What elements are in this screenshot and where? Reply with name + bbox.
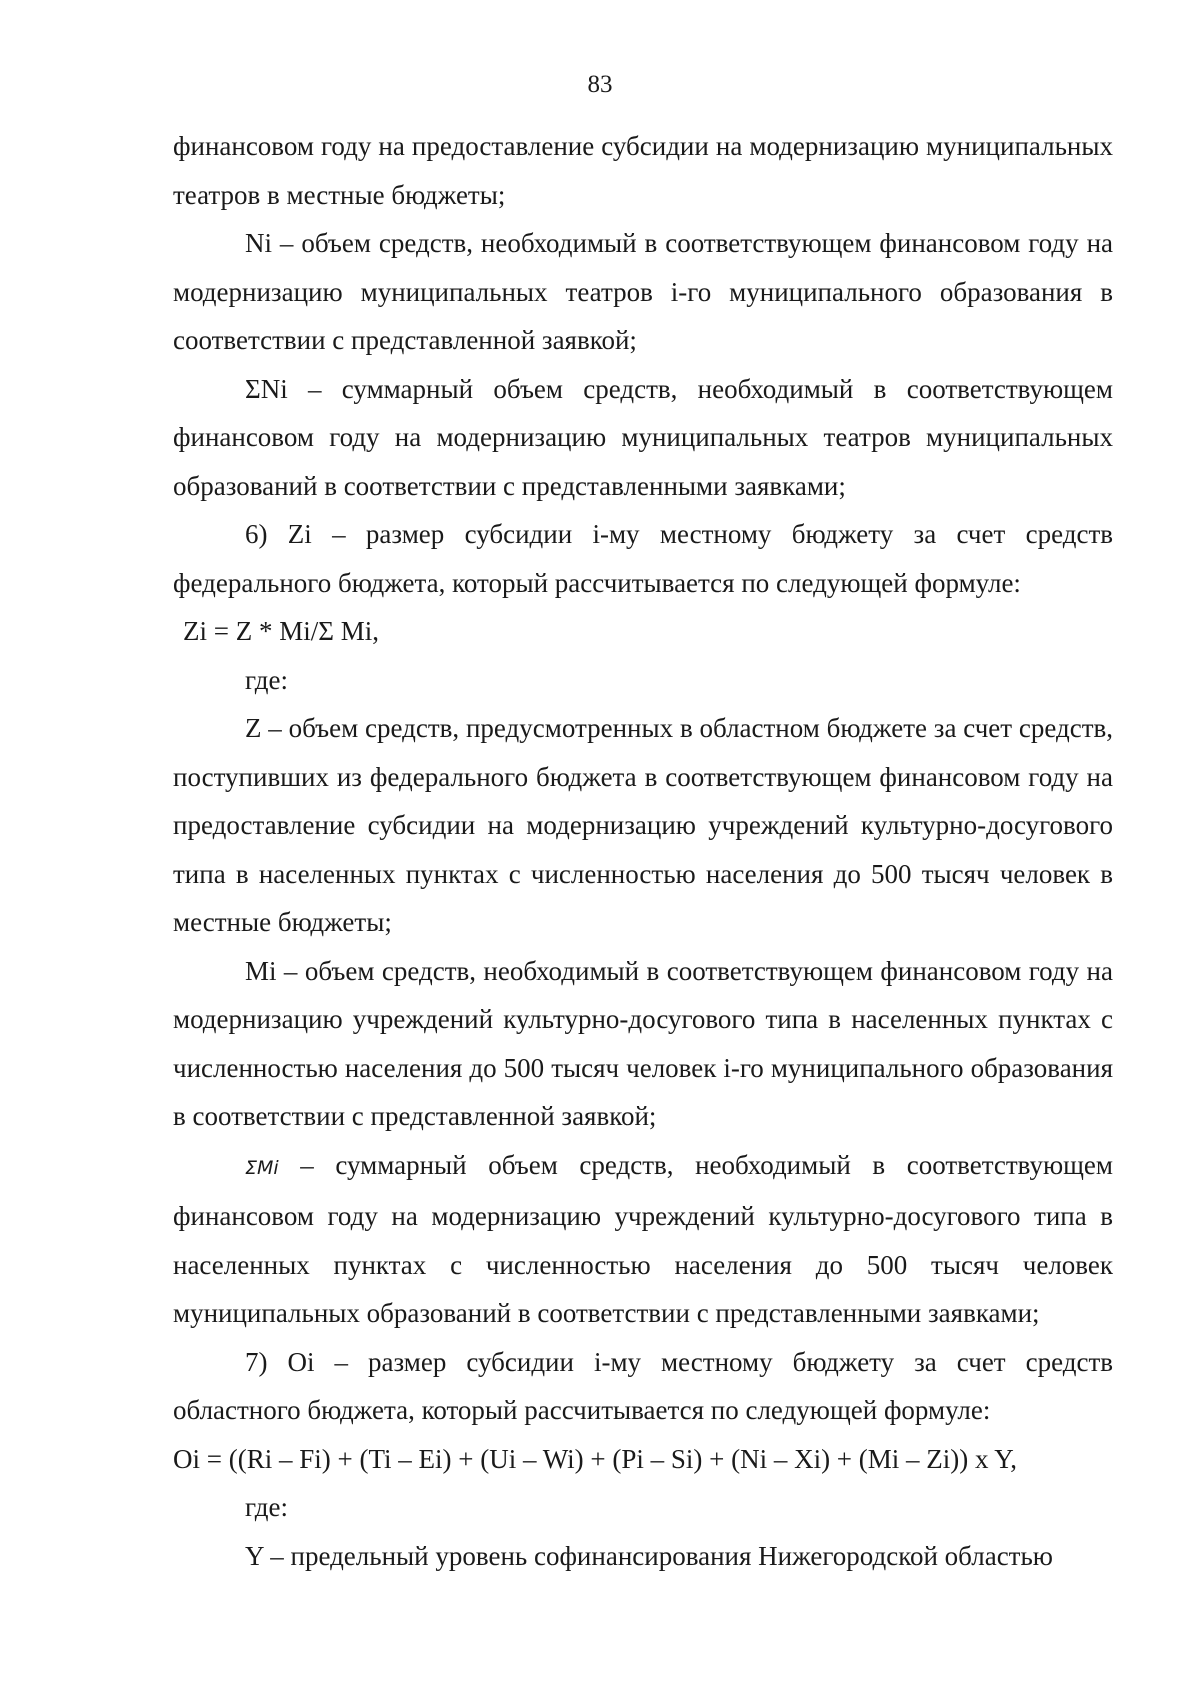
paragraph-y-definition: Y – предельный уровень софинансирования Нижегородской областью xyxy=(245,1540,1053,1571)
sum-mi-text: – суммарный объем средств, необходимый в соответствующем финансовом году на модернизацию учреждений культурно-досугового типа в населенных пунктах с численностью населения до 500 тысяч человек муниципальных образований в соответствии с представленными заявками; xyxy=(173,1149,1113,1328)
paragraph-ni-definition: Ni – объем средств, необходимый в соответствующем финансовом году на модернизацию муниципальных театров i-го муниципального образования в соответствии с представленной заявкой; xyxy=(173,228,1113,355)
paragraph-z-definition: Z – объем средств, предусмотренных в областном бюджете за счет средств, поступивших из федерального бюджета в соответствующем финансовом году на предоставление субсидии на модернизацию учреждений культурно-досугового типа в населенных пунктах с численностью населения до 500 тысяч человек в местные бюджеты; xyxy=(173,713,1113,937)
paragraph-zi-intro: 6) Zi – размер субсидии i-му местному бюджету за счет средств федерального бюджета, который рассчитывается по следующей формуле: xyxy=(173,519,1113,598)
where-label: где: xyxy=(245,1492,288,1522)
paragraph-continuation: финансовом году на предоставление субсидии на модернизацию муниципальных театров в местные бюджеты; xyxy=(173,131,1113,210)
paragraph-mi-definition: Mi – объем средств, необходимый в соответствующем финансовом году на модернизацию учреждений культурно-досугового типа в населенных пунктах с численностью населения до 500 тысяч человек i-го муниципального образования в соответствии с представленной заявкой; xyxy=(173,955,1113,1131)
paragraph-sum-ni-definition: ΣNi – суммарный объем средств, необходимый в соответствующем финансовом году на модернизацию муниципальных театров муниципальных образований в соответствии с представленными заявками; xyxy=(173,373,1113,501)
formula-zi: Zi = Z * Mi/Σ Mi, xyxy=(183,616,379,646)
formula-oi: Oi = ((Ri – Fi) + (Ti – Ei) + (Ui – Wi) + (Pi – Si) + (Ni – Xi) + (Mi – Zi)) x Y, xyxy=(173,1443,1018,1474)
paragraph-oi-intro: 7) Oi – размер субсидии i-му местному бюджету за счет средств областного бюджета, который рассчитывается по следующей формуле: xyxy=(173,1346,1113,1425)
page-number: 83 xyxy=(587,71,613,98)
sum-mi-symbol: ΣMi xyxy=(245,1156,279,1179)
document-body xyxy=(173,122,1113,1580)
where-label: где: xyxy=(245,664,288,695)
paragraph-sum-mi-definition xyxy=(173,1141,1113,1338)
